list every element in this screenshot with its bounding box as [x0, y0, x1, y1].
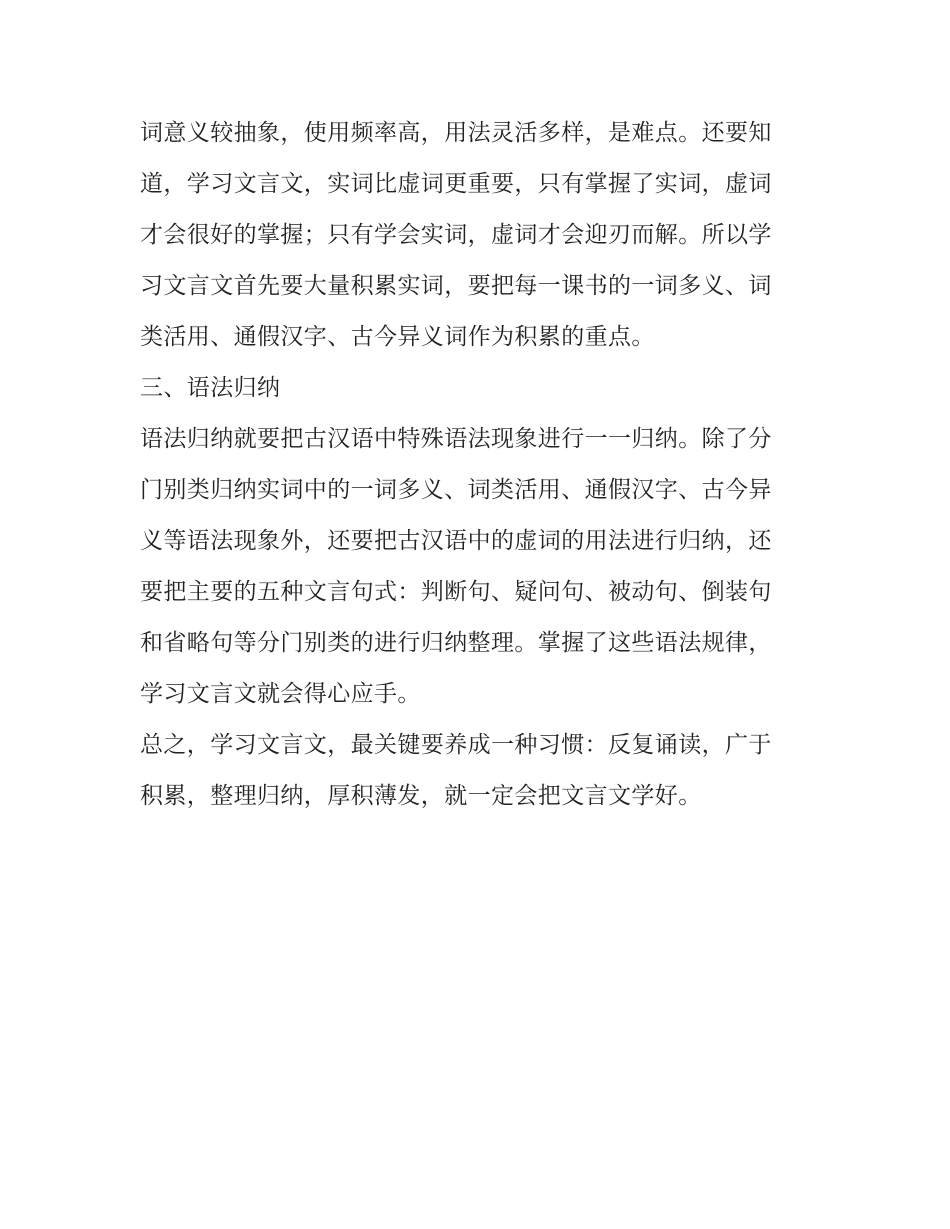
- paragraph-line: 才会很好的掌握；只有学会实词，虚词才会迎刃而解。所以学: [140, 222, 772, 248]
- paragraph-line: 类活用、通假汉字、古今异义词作为积累的重点。: [140, 324, 655, 350]
- document-body: [140, 108, 812, 822]
- paragraph-line: 要把主要的五种文言句式：判断句、疑问句、被动句、倒装句: [140, 579, 772, 605]
- paragraph-line: 积累，整理归纳，厚积薄发，就一定会把文言文学好。: [140, 783, 702, 809]
- paragraph-line: 词意义较抽象，使用频率高，用法灵活多样，是难点。还要知: [140, 120, 772, 146]
- section-heading: 三、语法归纳: [140, 375, 281, 401]
- paragraph-line: 义等语法现象外，还要把古汉语中的虚词的用法进行归纳，还: [140, 528, 772, 554]
- paragraph-line: 语法归纳就要把古汉语中特殊语法现象进行一一归纳。除了分: [140, 426, 772, 452]
- paragraph-line: 门别类归纳实词中的一词多义、词类活用、通假汉字、古今异: [140, 477, 772, 503]
- paragraph-line: 和省略句等分门别类的进行归纳整理。掌握了这些语法规律，: [140, 630, 772, 656]
- paragraph-line: 学习文言文就会得心应手。: [140, 681, 421, 707]
- paragraph-line: 道，学习文言文，实词比虚词更重要，只有掌握了实词，虚词: [140, 171, 772, 197]
- paragraph-line: 总之，学习文言文，最关键要养成一种习惯：反复诵读，广于: [140, 732, 772, 758]
- paragraph-line: 习文言文首先要大量积累实词，要把每一课书的一词多义、词: [140, 273, 772, 299]
